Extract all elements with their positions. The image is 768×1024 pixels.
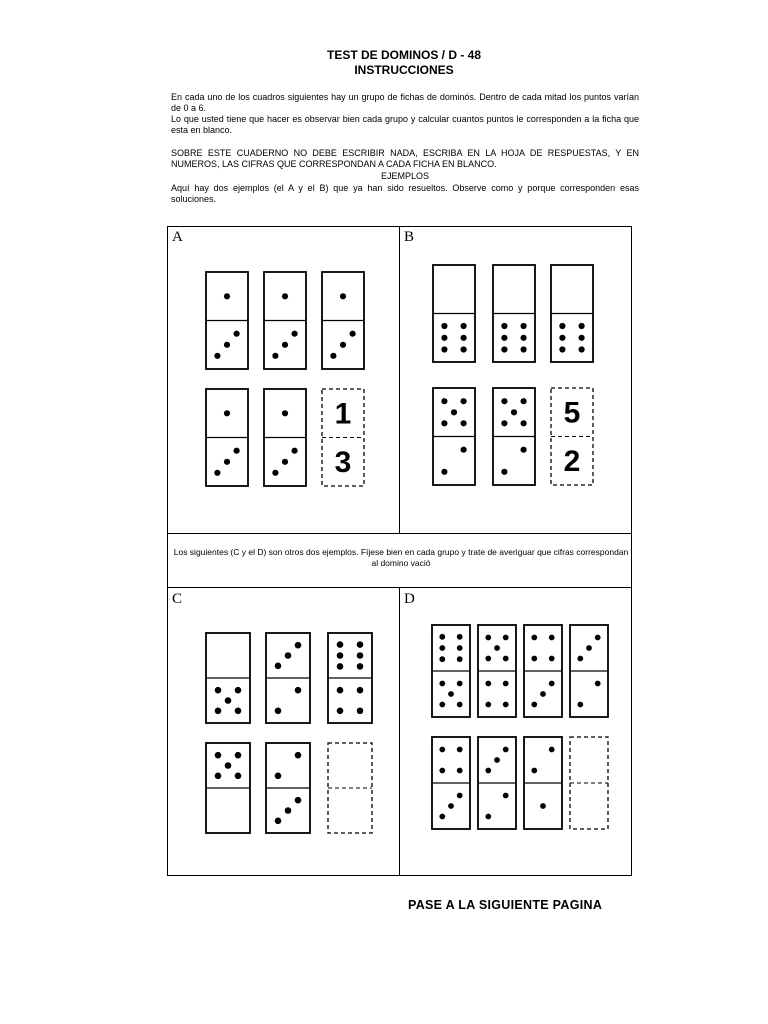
domino-c-1-bottom-pip: [215, 708, 222, 715]
domino-b-2-bottom-pip: [521, 346, 527, 352]
domino-d-1-bottom-pip: [448, 691, 454, 697]
domino-c-1: [206, 633, 250, 723]
domino-b-4-top-pip: [441, 398, 447, 404]
panel-a-label: A: [172, 229, 183, 245]
panel-d-label: D: [404, 591, 415, 607]
domino-d-5-top-pip: [439, 747, 445, 753]
domino-c-1-bottom-pip: [225, 697, 232, 704]
domino-d-7-top-pip: [531, 768, 537, 774]
domino-b-3-bottom-pip: [579, 323, 585, 329]
domino-b-3-bottom-pip: [579, 346, 585, 352]
domino-d-1-bottom-pip: [439, 681, 445, 687]
domino-c-2-top-pip: [275, 663, 282, 670]
domino-a-1-bottom-pip: [234, 331, 240, 337]
domino-d-5-bottom-pip: [448, 803, 454, 809]
domino-c-3-bottom-pip: [337, 708, 344, 715]
domino-d-4-top-pip: [586, 645, 592, 651]
domino-c-5: [266, 743, 310, 833]
domino-b-4-top-pip: [461, 398, 467, 404]
domino-d-6-bottom-pip: [485, 814, 491, 820]
domino-d-6: [478, 737, 516, 829]
domino-a-3-top-pip: [340, 293, 346, 299]
domino-d-5-top-pip: [457, 747, 463, 753]
domino-d-3-top-pip: [549, 635, 555, 641]
next-page-instruction: PASE A LA SIGUIENTE PAGINA: [408, 898, 603, 912]
domino-d-1-top-pip: [457, 634, 463, 640]
domino-b-1-bottom-pip: [461, 323, 467, 329]
domino-d-6-top-pip: [494, 757, 500, 763]
domino-c-3-top-pip: [357, 652, 364, 659]
domino-c-6: [328, 743, 372, 833]
domino-c-3-top-pip: [337, 641, 344, 648]
domino-c-4-top-pip: [235, 773, 242, 780]
domino-d-1-top-pip: [439, 634, 445, 640]
domino-a-4-bottom-pip: [214, 470, 220, 476]
domino-d-1-top-pip: [439, 656, 445, 662]
domino-c-2-bottom-pip: [295, 687, 302, 694]
domino-b-2-bottom-pip: [501, 346, 507, 352]
instructions-paragraph-3: SOBRE ESTE CUADERNO NO DEBE ESCRIBIR NADA, ESCRIBA EN LA HOJA DE RESPUESTAS, Y EN NUMEROS, LAS CIFRAS QUE CORRESPONDAN A CADA FICHA EN BLANCO.: [171, 148, 639, 169]
domino-c-5-bottom-pip: [285, 807, 292, 814]
domino-b-5-top-pip: [501, 420, 507, 426]
domino-c-1-bottom-pip: [215, 687, 222, 694]
domino-c-5-bottom-pip: [275, 818, 282, 825]
domino-b-2-bottom-pip: [521, 323, 527, 329]
domino-b-5: [493, 388, 535, 485]
domino-d-5-bottom-pip: [439, 814, 445, 820]
domino-b-6-answer-top: 5: [563, 396, 581, 430]
domino-b-2: [493, 265, 535, 362]
domino-d-6-top-pip: [485, 768, 491, 774]
domino-a-1-top-pip: [224, 293, 230, 299]
panel-c-label: C: [172, 591, 183, 607]
domino-c-4-top-pip: [225, 762, 232, 769]
domino-b-1: [433, 265, 475, 362]
instructions-heading: INSTRUCCIONES: [354, 63, 454, 77]
test-title: TEST DE DOMINOS / D - 48: [326, 48, 482, 62]
instructions-paragraph-2: Lo que usted tiene que hacer es observar bien cada grupo y calcular cuantos puntos le corresponden a la ficha que esta en blanco.: [171, 114, 639, 135]
domino-d-4-bottom-pip: [577, 702, 583, 708]
domino-d-4-top-pip: [595, 635, 601, 641]
domino-c-4-top-pip: [235, 752, 242, 759]
domino-d-7-top-pip: [549, 747, 555, 753]
domino-c-3-bottom-pip: [357, 687, 364, 694]
domino-d-3: [524, 625, 562, 717]
domino-a-5-bottom-pip: [292, 448, 298, 454]
domino-b-3-bottom-pip: [579, 335, 585, 341]
domino-b-1-bottom-pip: [441, 323, 447, 329]
domino-d-1-bottom-pip: [439, 702, 445, 708]
domino-a-5: [264, 389, 306, 486]
domino-b-4-top-pip: [441, 420, 447, 426]
domino-d-1-top-pip: [457, 656, 463, 662]
domino-c-5-bottom-pip: [295, 797, 302, 804]
domino-c-3-top-pip: [337, 663, 344, 670]
domino-d-2-top-pip: [503, 656, 509, 662]
domino-c-2-bottom-pip: [275, 708, 282, 715]
domino-b-1-bottom-pip: [441, 346, 447, 352]
domino-c-3-top-pip: [357, 641, 364, 648]
domino-a-5-top-pip: [282, 410, 288, 416]
instructions-paragraph-1: En cada uno de los cuadros siguientes hay un grupo de fichas de dominós. Dentro de cada mitad los puntos varían de 0 a 6.: [171, 92, 639, 113]
domino-a-5-bottom-pip: [272, 470, 278, 476]
domino-b-3-bottom-pip: [559, 346, 565, 352]
domino-d-1: [432, 625, 470, 717]
examples-heading: EJEMPLOS: [380, 171, 429, 181]
domino-c-5-top-pip: [275, 773, 282, 780]
domino-c-3-top-pip: [357, 663, 364, 670]
domino-b-4-bottom-pip: [441, 469, 447, 475]
domino-b-5-bottom-pip: [521, 447, 527, 453]
domino-b-1-bottom-pip: [461, 346, 467, 352]
domino-d-5: [432, 737, 470, 829]
domino-a-5-bottom-pip: [282, 459, 288, 465]
domino-a-2-bottom-pip: [272, 353, 278, 359]
instructions-paragraph-4: Aquí hay dos ejemplos (el A y el B) que ya han sido resueltos. Observe como y porque corresponden esas soluciones.: [171, 183, 639, 204]
domino-c-4-top-pip: [215, 752, 222, 759]
domino-d-2-bottom-pip: [503, 702, 509, 708]
domino-d-4: [570, 625, 608, 717]
domino-c-1-bottom-pip: [235, 708, 242, 715]
domino-b-6: [551, 388, 593, 485]
domino-d-1-bottom-pip: [457, 681, 463, 687]
domino-b-5-top-pip: [521, 420, 527, 426]
domino-a-4-top-pip: [224, 410, 230, 416]
domino-b-2-bottom-pip: [521, 335, 527, 341]
domino-a-1-bottom-pip: [224, 342, 230, 348]
domino-b-5-top-pip: [521, 398, 527, 404]
domino-d-4-top-pip: [577, 656, 583, 662]
domino-a-4: [206, 389, 248, 486]
domino-c-5-top-pip: [295, 752, 302, 759]
domino-d-1-bottom-pip: [457, 702, 463, 708]
domino-d-2-top-pip: [494, 645, 500, 651]
domino-d-8-outline: [570, 737, 608, 829]
domino-d-3-top-pip: [531, 656, 537, 662]
domino-d-4-bottom-pip: [595, 681, 601, 687]
domino-b-6-answer-bottom: 2: [563, 444, 581, 478]
domino-b-4-top-pip: [451, 409, 457, 415]
domino-a-3-bottom-pip: [330, 353, 336, 359]
domino-b-3-bottom-pip: [559, 323, 565, 329]
domino-b-1-bottom-pip: [461, 335, 467, 341]
domino-b-5-top-pip: [511, 409, 517, 415]
domino-a-6-answer-bottom: 3: [334, 445, 352, 479]
domino-d-7-bottom-pip: [540, 803, 546, 809]
domino-a-6: [322, 389, 364, 486]
domino-b-4-bottom-pip: [461, 447, 467, 453]
domino-d-6-bottom-pip: [503, 793, 509, 799]
panel-b-label: B: [404, 229, 415, 245]
domino-a-3: [322, 272, 364, 369]
domino-c-3-bottom-pip: [357, 708, 364, 715]
domino-c-2-top-pip: [285, 652, 292, 659]
domino-d-5-top-pip: [457, 768, 463, 774]
examples-c-d-note: Los siguientes (C y el D) son otros dos ejemplos. Fíjese bien en cada grupo y trate de averiguar que cifras correspondan al domino vació: [173, 547, 629, 568]
domino-a-2-bottom-pip: [282, 342, 288, 348]
domino-a-4-bottom-pip: [224, 459, 230, 465]
domino-d-3-bottom-pip: [540, 691, 546, 697]
domino-d-3-bottom-pip: [531, 702, 537, 708]
domino-d-2-top-pip: [503, 635, 509, 641]
domino-c-2: [266, 633, 310, 723]
domino-b-4: [433, 388, 475, 485]
domino-d-2: [478, 625, 516, 717]
domino-b-3-bottom-pip: [559, 335, 565, 341]
domino-b-4-top-pip: [461, 420, 467, 426]
domino-b-1-bottom-pip: [441, 335, 447, 341]
domino-c-4-top-pip: [215, 773, 222, 780]
domino-d-7: [524, 737, 562, 829]
domino-d-3-top-pip: [549, 656, 555, 662]
domino-a-3-bottom-pip: [340, 342, 346, 348]
domino-b-2-bottom-pip: [501, 323, 507, 329]
domino-a-1-bottom-pip: [214, 353, 220, 359]
domino-d-2-top-pip: [485, 635, 491, 641]
domino-d-8: [570, 737, 608, 829]
domino-c-3: [328, 633, 372, 723]
domino-d-2-bottom-pip: [503, 681, 509, 687]
domino-a-6-answer-top: 1: [334, 397, 352, 431]
domino-c-1-bottom-pip: [235, 687, 242, 694]
domino-a-1: [206, 272, 248, 369]
domino-d-3-bottom-pip: [549, 681, 555, 687]
domino-b-5-bottom-pip: [501, 469, 507, 475]
domino-b-5-top-pip: [501, 398, 507, 404]
domino-a-2-bottom-pip: [292, 331, 298, 337]
domino-d-2-top-pip: [485, 656, 491, 662]
domino-d-5-top-pip: [439, 768, 445, 774]
domino-d-1-top-pip: [439, 645, 445, 651]
domino-d-1-top-pip: [457, 645, 463, 651]
domino-d-3-top-pip: [531, 635, 537, 641]
domino-a-3-bottom-pip: [350, 331, 356, 337]
domino-b-3: [551, 265, 593, 362]
domino-c-4: [206, 743, 250, 833]
domino-d-2-bottom-pip: [485, 681, 491, 687]
domino-c-3-top-pip: [337, 652, 344, 659]
domino-a-2-top-pip: [282, 293, 288, 299]
domino-a-4-bottom-pip: [234, 448, 240, 454]
domino-c-3-bottom-pip: [337, 687, 344, 694]
domino-d-2-bottom-pip: [485, 702, 491, 708]
domino-d-5-bottom-pip: [457, 793, 463, 799]
domino-c-2-top-pip: [295, 642, 302, 649]
domino-b-2-bottom-pip: [501, 335, 507, 341]
domino-a-2: [264, 272, 306, 369]
domino-d-6-top-pip: [503, 747, 509, 753]
